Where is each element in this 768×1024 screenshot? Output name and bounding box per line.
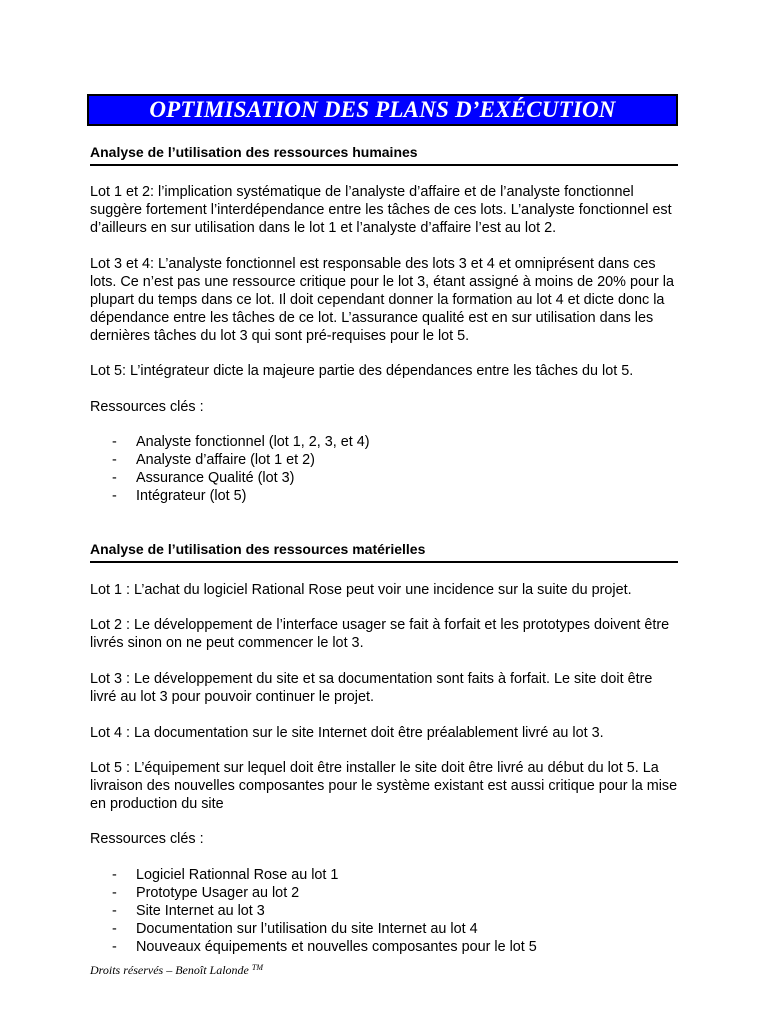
- footer-copyright: [90, 963, 263, 978]
- list-item: - Intégrateur (lot 5): [90, 487, 680, 505]
- paragraph-material-lot-5: Lot 5 : L’équipement sur lequel doit être installer le site doit être livré au début du lot 5. La livraison des nouvelles composantes pour le système existant est aussi critique pour la mise en production du site: [90, 760, 678, 812]
- paragraph-material-lot-4: Lot 4 : La documentation sur le site Internet doit être préalablement livré au lot 3.: [90, 725, 604, 741]
- list-item: - Analyste d’affaire (lot 1 et 2): [90, 451, 680, 469]
- list-item: - Logiciel Rationnal Rose au lot 1: [90, 866, 680, 884]
- list-item: - Nouveaux équipements et nouvelles composantes pour le lot 5: [90, 938, 680, 956]
- key-resources-label: Ressources clés :: [90, 399, 204, 415]
- list-item: - Site Internet au lot 3: [90, 902, 680, 920]
- list-item: - Assurance Qualité (lot 3): [90, 469, 680, 487]
- section-heading-material-resources: Analyse de l’utilisation des ressources matérielles: [90, 541, 678, 563]
- paragraph-lot-5: Lot 5: L’intégrateur dicte la majeure partie des dépendances entre les tâches du lot 5.: [90, 363, 634, 379]
- paragraph-material-lot-2: Lot 2 : Le développement de l’interface usager se fait à forfait et les prototypes doivent être livrés sinon on ne peut commencer le lot 3.: [90, 617, 670, 651]
- key-resources-list-material: [90, 866, 680, 956]
- page-title: OPTIMISATION DES PLANS D’EXÉCUTION: [149, 97, 616, 122]
- trademark-mark: TM: [251, 963, 263, 972]
- section-heading-human-resources: Analyse de l’utilisation des ressources humaines: [90, 144, 678, 166]
- title-banner: [87, 94, 678, 126]
- paragraph-lot-3-4: Lot 3 et 4: L’analyste fonctionnel est responsable des lots 3 et 4 et omniprésent dans ces lots. Ce n’est pas une ressource critique pour le lot 3, étant assigné à moins de 20% pour la plupart du temps dans ce lot. Il doit cependant donner la formation au lot 4 et dicte donc la dépendance entre les tâches de ce lot. L’assurance qualité est en sur utilisation dans les dernières tâches du lot 3 qui sont pré-requises pour le lot 5.: [90, 256, 674, 344]
- list-item: - Analyste fonctionnel (lot 1, 2, 3, et 4): [90, 433, 680, 451]
- footer-text: Droits réservés – Benoît Lalonde: [90, 963, 249, 977]
- paragraph-lot-1-2: Lot 1 et 2: l’implication systématique de l’analyste d’affaire et de l’analyste fonctionnel suggère fortement l’interdépendance entre les tâches de ces lots. L’analyste fonctionnel est d’ailleurs en sur utilisation dans le lot 1 et l’analyste d’affaire l’est au lot 2.: [90, 184, 672, 236]
- list-item: - Documentation sur l’utilisation du site Internet au lot 4: [90, 920, 680, 938]
- key-resources-list-human: [90, 433, 680, 505]
- key-resources-label: Ressources clés :: [90, 831, 204, 847]
- list-item: - Prototype Usager au lot 2: [90, 884, 680, 902]
- paragraph-material-lot-1: Lot 1 : L’achat du logiciel Rational Rose peut voir une incidence sur la suite du projet.: [90, 582, 632, 598]
- paragraph-material-lot-3: Lot 3 : Le développement du site et sa documentation sont faits à forfait. Le site doit être livré au lot 3 pour pouvoir continuer le projet.: [90, 671, 653, 705]
